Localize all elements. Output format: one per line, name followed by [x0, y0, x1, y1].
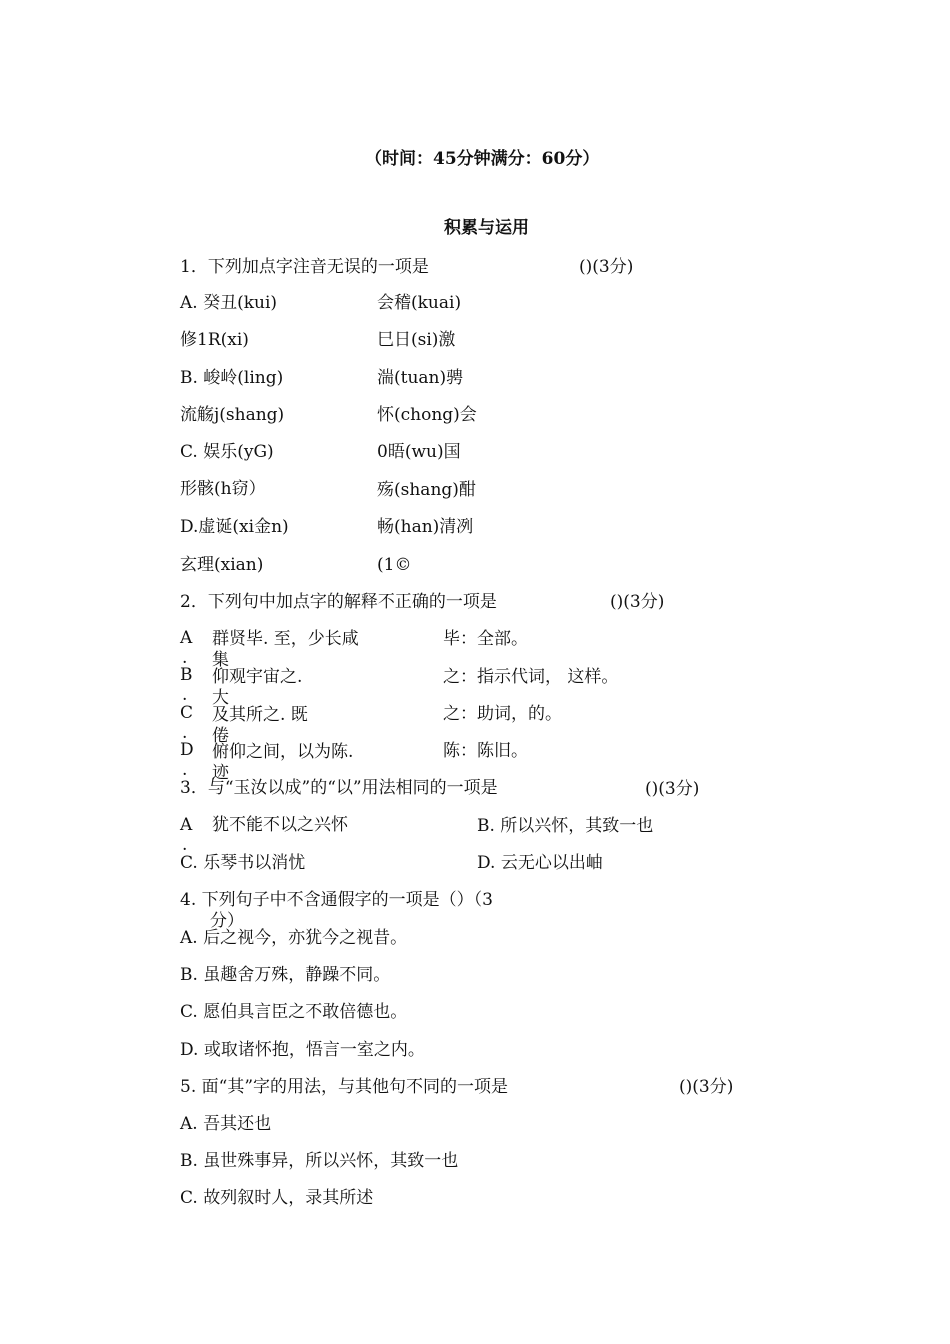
q3-option-c: C. 乐琴书以消忧: [180, 853, 306, 873]
q2-option-d-letter: D: [180, 740, 194, 760]
q1-row-2-left: 修1R(xi): [180, 330, 249, 350]
q3-option-a-dot: .: [182, 835, 188, 855]
q2-option-a-overflow: 集: [212, 650, 229, 670]
q3-option-d: D. 云无心以出岫: [477, 853, 603, 873]
q5-option-a: A. 吾其还也: [180, 1114, 272, 1134]
question-2-stem: 2．下列句中加点字的解释不正确的一项是: [180, 592, 497, 612]
q2-option-b-letter: B: [180, 665, 193, 685]
q2-option-b-dot: .: [182, 685, 188, 705]
q1-row-5-right: 0晤(wu)国: [377, 442, 461, 462]
q2-option-c-letter: C: [180, 703, 194, 723]
q2-option-a-note: 毕：全部。: [443, 629, 528, 649]
q1-row-1-left: A. 癸丑(kui): [180, 293, 278, 313]
q2-option-c-overflow: 倦: [212, 726, 229, 746]
q1-row-6-left: 形骸(h窃）: [180, 479, 266, 499]
q1-row-6-right: 殇(shang)酣: [377, 480, 476, 500]
q2-option-d-text: 俯仰之间，以为陈.: [212, 742, 354, 762]
q5-option-b: B. 虽世殊事异，所以兴怀，其致一也: [180, 1151, 459, 1171]
exam-time-info: （时间：45分钟满分：60分）: [365, 149, 600, 169]
question-4-stem: 4. 下列句子中不含通假字的一项是（）（3: [180, 890, 493, 910]
q2-option-a-text: 群贤毕. 至，少长咸: [212, 629, 359, 649]
q4-option-b: B. 虽趣舍万殊，静躁不同。: [180, 965, 391, 985]
question-4-stem-wrap: 分）: [210, 911, 244, 931]
q2-option-c-dot: .: [182, 723, 188, 743]
section-title: 积累与运用: [444, 218, 529, 238]
q2-option-b-text: 仰观宇宙之.: [212, 667, 303, 687]
q5-option-c: C. 故列叙时人，录其所述: [180, 1188, 374, 1208]
q1-row-7-right: 畅(han)清冽: [377, 517, 474, 537]
q2-option-b-overflow: 大: [212, 688, 229, 708]
q4-option-a: A. 后之视今，亦犹今之视昔。: [180, 928, 408, 948]
q3-option-b: B. 所以兴怀，其致一也: [477, 816, 654, 836]
q1-row-8-left: 玄理(xian): [180, 555, 264, 575]
question-3-score: ()(3分): [645, 779, 700, 799]
q3-option-a-text: 犹不能不以之兴怀: [212, 815, 348, 835]
q1-row-4-left: 流觞j(shang): [180, 405, 285, 425]
q4-option-d: D. 或取诸怀抱，悟言一室之内。: [180, 1040, 425, 1060]
q2-option-d-dot: .: [182, 760, 188, 780]
question-1-score: ()(3分): [579, 257, 634, 277]
q1-row-8-right: (1©: [377, 555, 412, 575]
question-5-score: ()(3分): [679, 1077, 734, 1097]
question-3-stem: 3．与“玉汝以成”的“以”用法相同的一项是: [180, 778, 498, 798]
q2-option-c-note: 之：助词，的。: [443, 704, 562, 724]
q1-row-4-right: 怀(chong)会: [377, 405, 477, 425]
question-5-stem: 5. 面“其”字的用法，与其他句不同的一项是: [180, 1077, 509, 1097]
q2-option-a-dot: .: [182, 648, 188, 668]
q1-row-2-right: 巳日(si)激: [377, 330, 456, 350]
question-1-stem: 1．下列加点字注音无误的一项是: [180, 257, 429, 277]
q2-option-d-note: 陈：陈旧。: [443, 741, 528, 761]
q1-row-5-left: C. 娱乐(yG): [180, 442, 274, 462]
q2-option-a-letter: A: [180, 628, 193, 648]
q2-option-b-note: 之：指示代词， 这样。: [443, 667, 619, 687]
question-2-score: ()(3分): [610, 592, 665, 612]
q1-row-1-right: 会稽(kuai): [377, 293, 462, 313]
q3-option-a-letter: A: [180, 815, 193, 835]
q2-option-d-overflow: 迹: [212, 763, 229, 783]
q1-row-3-left: B. 峻岭(ling): [180, 368, 284, 388]
q1-row-3-right: 湍(tuan)骋: [377, 368, 464, 388]
q4-option-c: C. 愿伯具言臣之不敢倍德也。: [180, 1002, 408, 1022]
q1-row-7-left: D.虚诞(xi金n): [180, 517, 289, 537]
q2-option-c-text: 及其所之. 既: [212, 705, 308, 725]
